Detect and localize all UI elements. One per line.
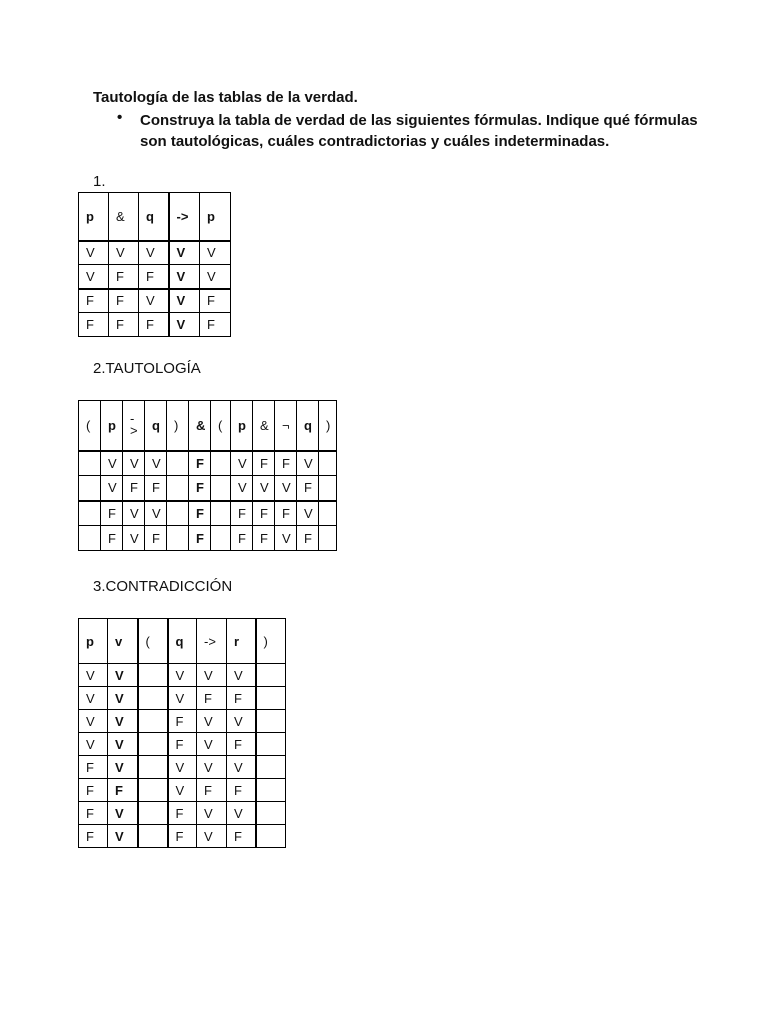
cell: F (168, 733, 197, 756)
header-cell: p (101, 401, 123, 451)
cell: V (200, 241, 231, 265)
cell: V (145, 501, 167, 526)
cell: F (200, 313, 231, 337)
cell: F (200, 289, 231, 313)
header-cell: q (297, 401, 319, 451)
cell: V (297, 451, 319, 476)
cell: V (79, 664, 108, 687)
section-1-label: 1. (93, 173, 106, 190)
cell: V (109, 241, 139, 265)
cell: V (168, 756, 197, 779)
header-cell: ) (319, 401, 337, 451)
cell: V (108, 687, 138, 710)
cell: F (101, 501, 123, 526)
cell: V (108, 710, 138, 733)
cell: F (189, 451, 211, 476)
table-row (79, 710, 286, 733)
cell (167, 451, 189, 476)
cell: F (108, 779, 138, 802)
cell (138, 756, 168, 779)
header-cell: -> (197, 619, 227, 664)
table-row (79, 451, 337, 476)
cell: F (109, 265, 139, 289)
cell: F (79, 825, 108, 848)
cell: V (227, 756, 256, 779)
cell: V (169, 241, 200, 265)
cell: V (197, 825, 227, 848)
cell: F (168, 710, 197, 733)
cell: F (231, 526, 253, 551)
table-row (79, 501, 337, 526)
table-row (79, 526, 337, 551)
cell: F (253, 451, 275, 476)
cell (79, 451, 101, 476)
cell: V (275, 526, 297, 551)
cell: V (79, 710, 108, 733)
cell (138, 710, 168, 733)
cell: F (227, 733, 256, 756)
cell: V (227, 710, 256, 733)
cell: V (108, 664, 138, 687)
cell: F (227, 825, 256, 848)
cell (79, 476, 101, 501)
cell: V (227, 664, 256, 687)
header-cell: ( (79, 401, 101, 451)
cell (138, 733, 168, 756)
cell: F (79, 313, 109, 337)
header-cell: r (227, 619, 256, 664)
cell: V (139, 241, 169, 265)
truth-table-1 (78, 192, 231, 337)
cell: F (253, 501, 275, 526)
cell: F (101, 526, 123, 551)
page-title: Tautología de las tablas de la verdad. (93, 89, 358, 106)
cell: F (145, 526, 167, 551)
cell: V (169, 265, 200, 289)
table-header-row (79, 619, 286, 664)
cell: V (123, 451, 145, 476)
header-cell: p (231, 401, 253, 451)
cell: F (227, 779, 256, 802)
cell (211, 451, 231, 476)
cell: V (108, 756, 138, 779)
cell (167, 476, 189, 501)
truth-table-2 (78, 400, 337, 551)
cell: F (109, 289, 139, 313)
arrow-header-cell (123, 401, 145, 451)
cell (79, 501, 101, 526)
cell (138, 687, 168, 710)
cell (211, 476, 231, 501)
cell: V (200, 265, 231, 289)
cell (319, 526, 337, 551)
cell: V (227, 802, 256, 825)
cell (319, 476, 337, 501)
cell: F (197, 687, 227, 710)
cell: V (197, 802, 227, 825)
cell: F (79, 756, 108, 779)
cell: F (139, 265, 169, 289)
cell: F (189, 501, 211, 526)
cell (256, 710, 286, 733)
table-row (79, 289, 231, 313)
cell: F (253, 526, 275, 551)
cell: F (197, 779, 227, 802)
cell: V (168, 664, 197, 687)
cell: V (101, 451, 123, 476)
cell: V (197, 664, 227, 687)
cell: F (79, 289, 109, 313)
cell (138, 802, 168, 825)
cell: V (168, 687, 197, 710)
cell: V (108, 802, 138, 825)
header-cell: & (189, 401, 211, 451)
cell (319, 501, 337, 526)
cell: V (197, 710, 227, 733)
arrow-bottom: > (130, 423, 138, 439)
cell (256, 756, 286, 779)
cell: V (108, 825, 138, 848)
bullet-icon: • (117, 109, 123, 126)
cell: F (168, 825, 197, 848)
cell: F (109, 313, 139, 337)
cell: V (79, 265, 109, 289)
cell: V (123, 526, 145, 551)
truth-table-3 (78, 618, 286, 848)
cell (138, 779, 168, 802)
cell: F (231, 501, 253, 526)
section-3-label: 3.CONTRADICCIÓN (93, 578, 233, 595)
cell: F (139, 313, 169, 337)
cell: V (197, 733, 227, 756)
cell: V (168, 779, 197, 802)
cell (211, 526, 231, 551)
table-row (79, 779, 286, 802)
cell: V (231, 476, 253, 501)
table-row (79, 733, 286, 756)
cell (79, 526, 101, 551)
cell (256, 687, 286, 710)
header-cell: ¬ (275, 401, 297, 451)
header-cell: ) (167, 401, 189, 451)
cell: F (275, 501, 297, 526)
cell: V (108, 733, 138, 756)
cell: V (253, 476, 275, 501)
cell: V (79, 733, 108, 756)
cell: V (79, 241, 109, 265)
cell: F (297, 526, 319, 551)
cell (138, 825, 168, 848)
cell: V (197, 756, 227, 779)
header-cell: p (200, 193, 231, 241)
cell (319, 451, 337, 476)
cell (256, 825, 286, 848)
section-2-label: 2.TAUTOLOGÍA (93, 360, 201, 377)
cell: F (79, 779, 108, 802)
table-row (79, 825, 286, 848)
cell: F (123, 476, 145, 501)
header-cell: ) (256, 619, 286, 664)
header-cell: q (139, 193, 169, 241)
cell (256, 664, 286, 687)
cell: F (79, 802, 108, 825)
cell: V (169, 289, 200, 313)
header-cell: ( (211, 401, 231, 451)
table-row (79, 265, 231, 289)
cell: F (189, 526, 211, 551)
cell: F (189, 476, 211, 501)
table-row (79, 756, 286, 779)
table-row (79, 664, 286, 687)
table-row (79, 313, 231, 337)
header-cell: q (145, 401, 167, 451)
header-cell: & (253, 401, 275, 451)
cell: V (123, 501, 145, 526)
header-cell: p (79, 193, 109, 241)
header-cell: & (109, 193, 139, 241)
header-cell: q (168, 619, 197, 664)
table-header-row (79, 193, 231, 241)
table-header-row (79, 401, 337, 451)
cell (167, 526, 189, 551)
table-row (79, 687, 286, 710)
header-cell: -> (169, 193, 200, 241)
cell: F (145, 476, 167, 501)
cell: V (79, 687, 108, 710)
cell: V (169, 313, 200, 337)
cell: V (145, 451, 167, 476)
cell: V (139, 289, 169, 313)
cell: F (227, 687, 256, 710)
header-cell: ( (138, 619, 168, 664)
header-cell: v (108, 619, 138, 664)
cell (256, 779, 286, 802)
table-row (79, 241, 231, 265)
cell (256, 802, 286, 825)
cell (167, 501, 189, 526)
cell: V (231, 451, 253, 476)
table-row (79, 802, 286, 825)
table-row (79, 476, 337, 501)
cell: F (168, 802, 197, 825)
arrow-top: - (130, 411, 135, 427)
instructions-text: Construya la tabla de verdad de las siguientes fórmulas. Indique qué fórmulas son tautológicas, cuáles contradictorias y cuáles indeterminadas. (140, 112, 698, 150)
cell (138, 664, 168, 687)
header-cell: p (79, 619, 108, 664)
cell: V (297, 501, 319, 526)
cell: V (101, 476, 123, 501)
cell: F (297, 476, 319, 501)
cell: V (275, 476, 297, 501)
cell (256, 733, 286, 756)
cell (211, 501, 231, 526)
cell: F (275, 451, 297, 476)
